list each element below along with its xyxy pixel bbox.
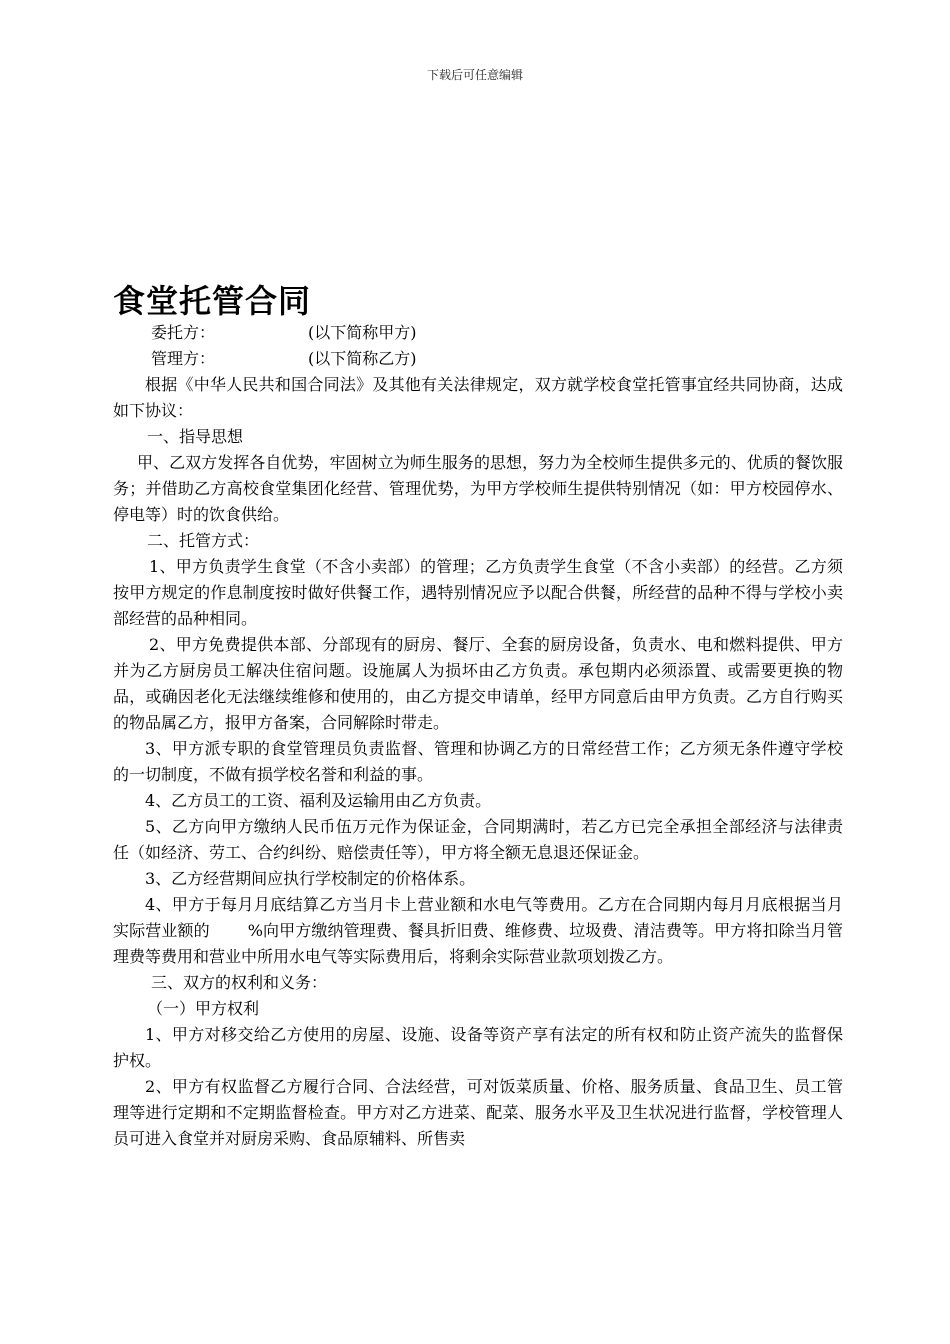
clause-paragraph: 2、甲方免费提供本部、分部现有的厨房、餐厅、全套的厨房设备，负责水、电和燃料提供、甲方并为乙方厨房员工解决住宿问题。设施属人为损坏由乙方负责。承包期内必须添置、或需要更换的物品，或确因老化无法继续维修和使用的，由乙方提交申请单，经甲方同意后由甲方负责。乙方自行购买的物品属乙方，报甲方备案，合同解除时带走。	[113, 635, 843, 732]
intro-paragraph: 根据《中华人民共和国合同法》及其他有关法律规定，双方就学校食堂托管事宜经共同协商，达成如下协议：	[113, 375, 843, 420]
clause-paragraph: 3、甲方派专职的食堂管理员负责监督、管理和协调乙方的日常经营工作；乙方须无条件遵守学校的一切制度，不做有损学校名誉和利益的事。	[113, 739, 843, 784]
clause-paragraph: 1、甲方负责学生食堂（不含小卖部）的管理；乙方负责学生食堂（不含小卖部）的经营。乙方须按甲方规定的作息制度按时做好供餐工作，遇特别情况应予以配合供餐，所经营的品种不得与学校小卖部经营的品种相同。	[113, 557, 843, 628]
section-heading: 二、托管方式：	[147, 531, 260, 550]
document-body	[113, 320, 843, 1152]
party-note: (以下简称甲方)	[308, 323, 417, 342]
section-paragraph: 甲、乙双方发挥各自优势，牢固树立为师生服务的思想，努力为全校师生提供多元的、优质的餐饮服务；并借助乙方高校食堂集团化经营、管理优势，为甲方学校师生提供特别情况（如：甲方校园停水、停电等）时的饮食供给。	[113, 453, 843, 524]
party-note: (以下简称乙方)	[308, 349, 417, 368]
clause-text-part: 4、甲方于每月月底结算乙方当月卡上营业额和水电气等费用。乙方在合同期内每月月底根据当月实际营业额的	[113, 895, 843, 940]
subsection-heading: （一）甲方权利	[147, 999, 260, 1018]
document-title: 食堂托管合同	[113, 282, 312, 320]
page-header-note: 下载后可任意编辑	[426, 68, 523, 82]
section-heading: 三、双方的权利和义务：	[151, 973, 328, 992]
clause-paragraph: 2、甲方有权监督乙方履行合同、合法经营，可对饭菜质量、价格、服务质量、食品卫生、员工管理等进行定期和不定期监督检查。甲方对乙方进菜、配菜、服务水平及卫生状况进行监督，学校管理人员可进入食堂并对厨房采购、食品原辅料、所售卖	[113, 1077, 843, 1148]
clause-paragraph: 4、乙方员工的工资、福利及运输用由乙方负责。	[145, 791, 492, 810]
clause-paragraph: 1、甲方对移交给乙方使用的房屋、设施、设备等资产享有法定的所有权和防止资产流失的监督保护权。	[113, 1025, 843, 1070]
party-label: 管理方：	[151, 349, 216, 368]
party-row-client	[113, 320, 843, 346]
clause-text-part: %向甲方缴纳管理费、餐具折旧费、维修费、垃圾费、清洁费等。甲方将扣除当月管理费等费用和营业中所用水电气等实际费用后，将剩余实际营业款项划拨乙方。	[113, 921, 843, 966]
party-label: 委托方：	[151, 323, 216, 342]
clause-paragraph	[113, 892, 843, 970]
clause-paragraph: 3、乙方经营期间应执行学校制定的价格体系。	[145, 869, 476, 888]
section-heading: 一、指导思想	[147, 427, 244, 446]
party-row-manager	[113, 346, 843, 372]
clause-paragraph: 5、乙方向甲方缴纳人民币伍万元作为保证金，合同期满时，若乙方已完全承担全部经济与法律责任（如经济、劳工、合约纠纷、赔偿责任等），甲方将全额无息退还保证金。	[113, 817, 843, 862]
